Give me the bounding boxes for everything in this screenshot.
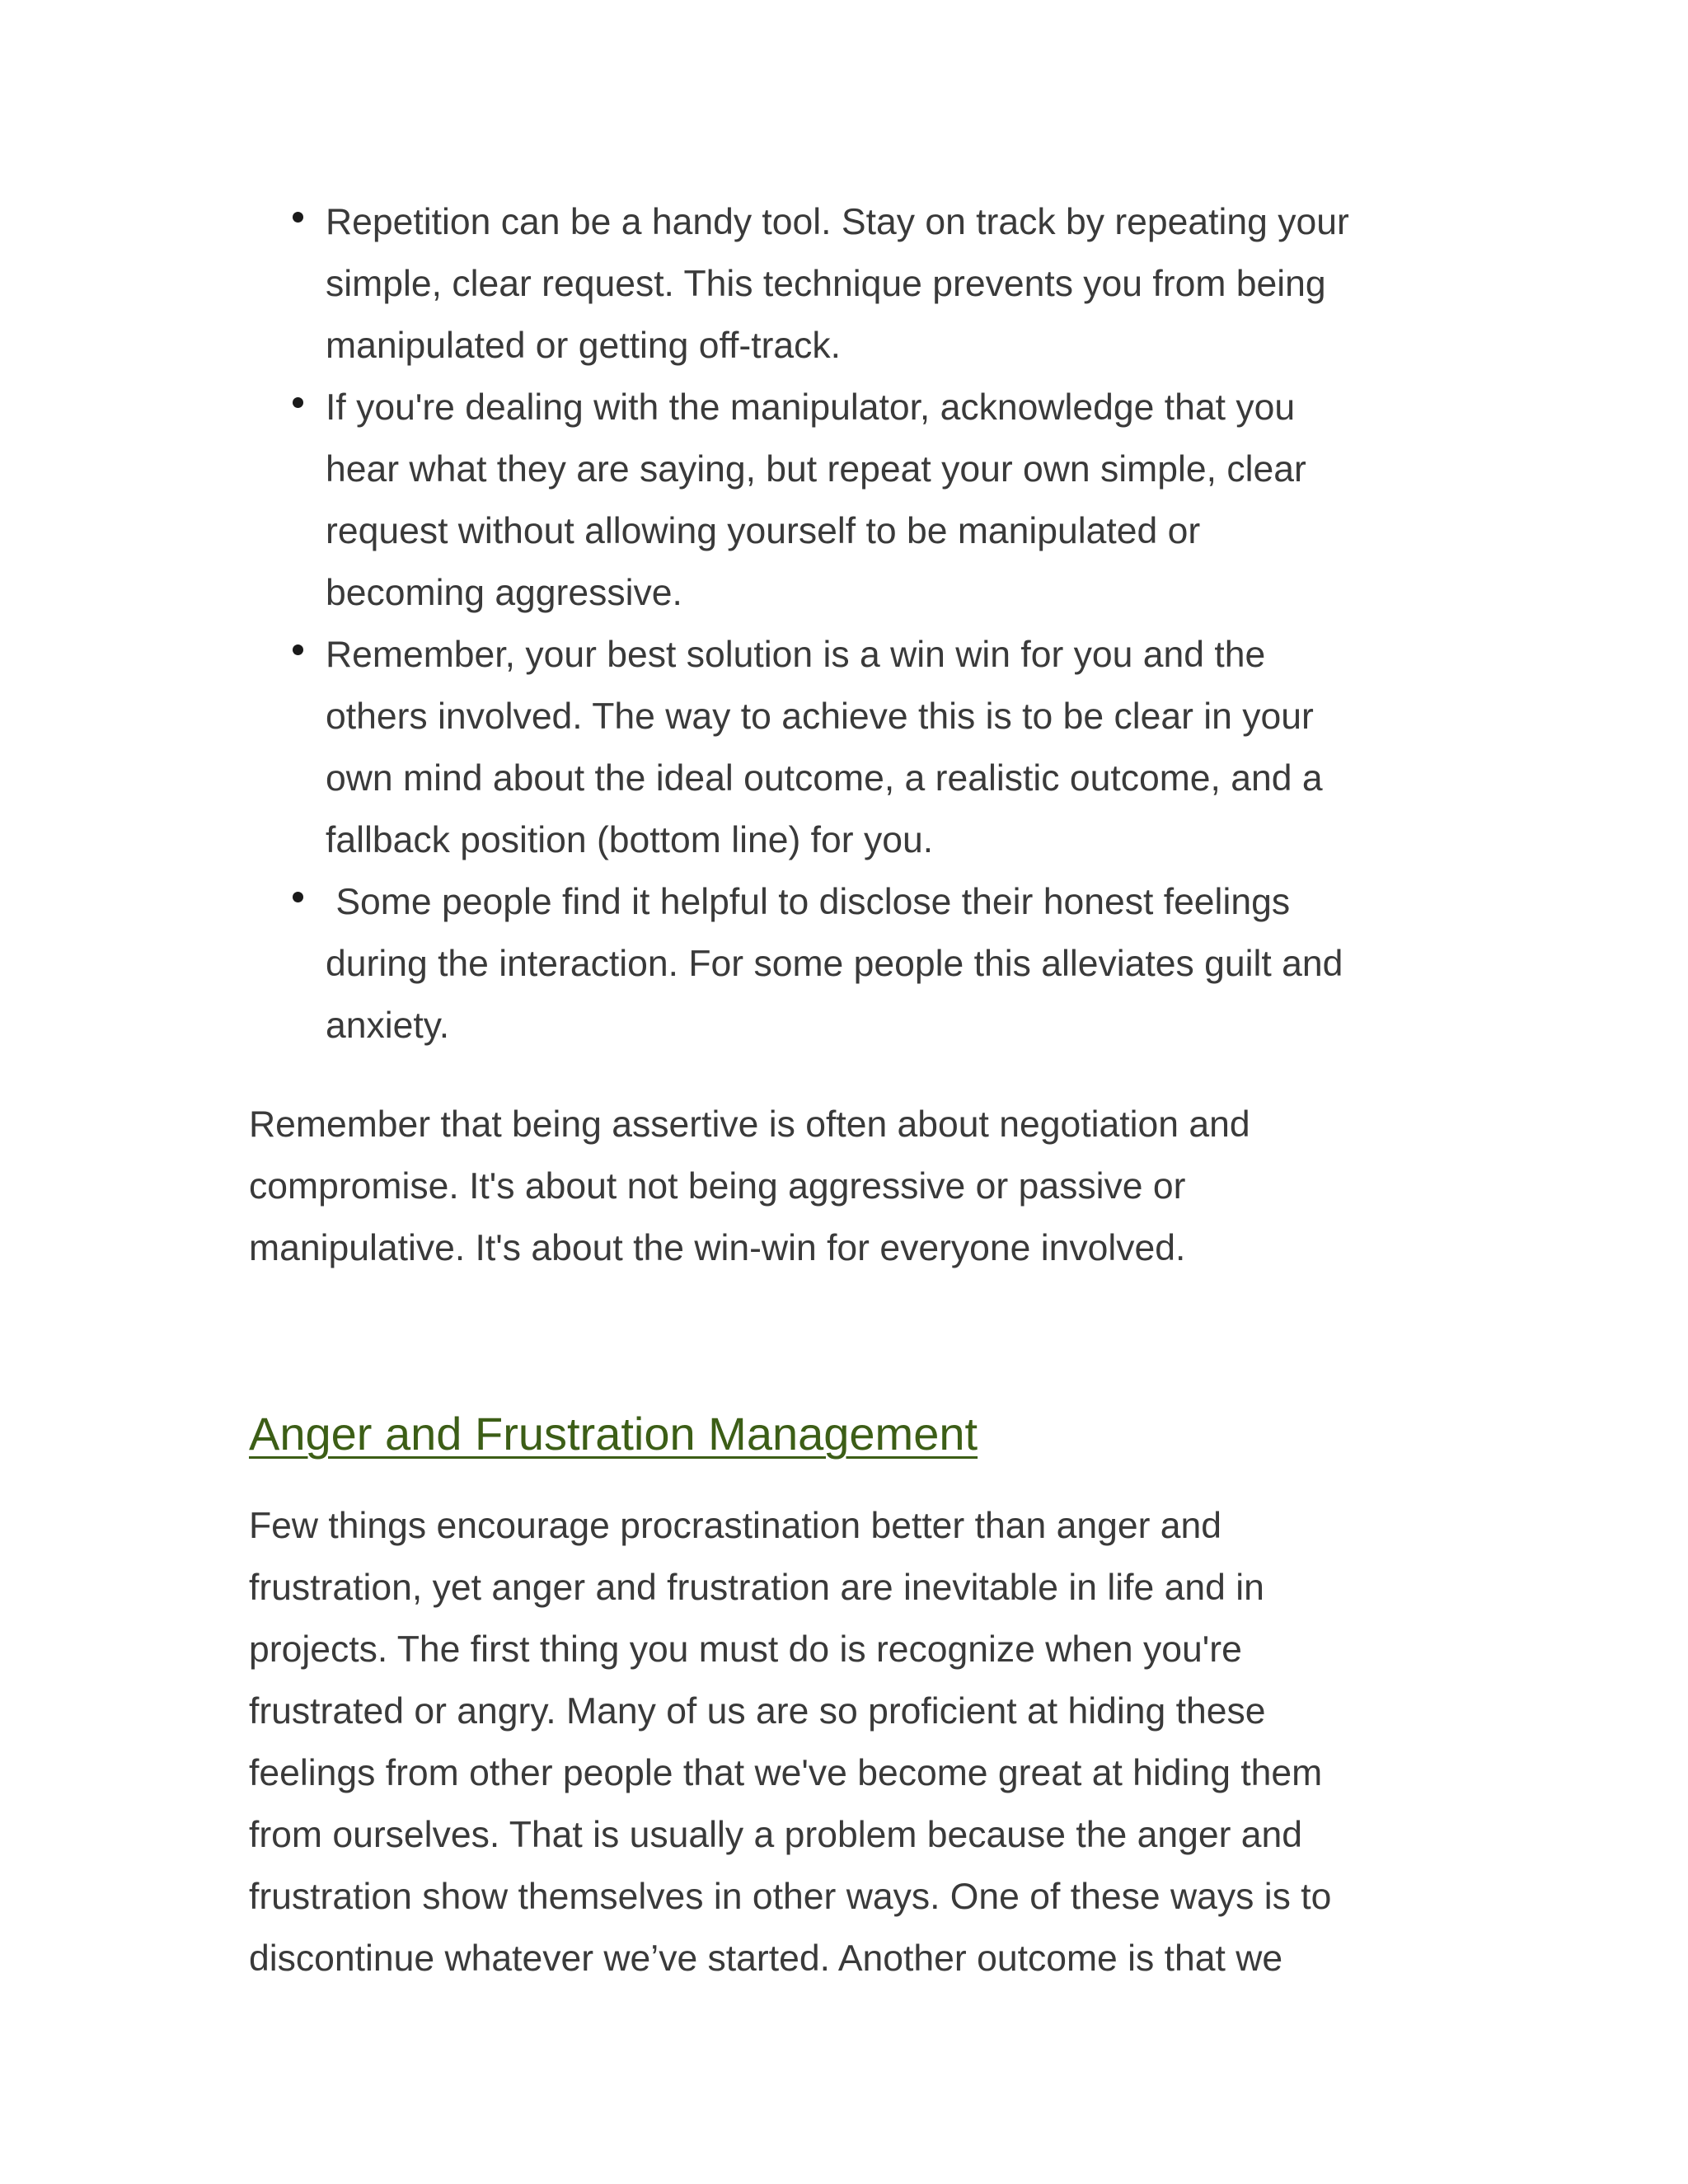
- paragraph-line: feelings from other people that we've become great at hiding them: [249, 1753, 1323, 1793]
- summary-paragraph: [249, 1094, 1485, 1279]
- bullet-text-line: Remember, your best solution is a win win for you and the: [326, 635, 1266, 675]
- bullet-text-line: Some people find it helpful to disclose their honest feelings: [326, 882, 1291, 922]
- list-item: [326, 377, 1447, 624]
- bullet-text-line: fallback position (bottom line) for you.: [326, 820, 934, 860]
- bullet-text-line: anxiety.: [326, 1005, 450, 1046]
- bullet-icon: [293, 644, 303, 655]
- paragraph-line: from ourselves. That is usually a problem because the anger and: [249, 1815, 1303, 1855]
- bullet-text-line: simple, clear request. This technique prevents you from being: [326, 264, 1326, 304]
- bullet-icon: [293, 397, 303, 408]
- paragraph-line: discontinue whatever we’ve started. Another outcome is that we: [249, 1938, 1283, 1979]
- list-item: [326, 624, 1447, 871]
- bullet-text-line: If you're dealing with the manipulator, acknowledge that you: [326, 387, 1296, 428]
- list-item: [326, 871, 1447, 1057]
- paragraph-line: Few things encourage procrastination better than anger and: [249, 1506, 1222, 1546]
- paragraph-line: frustrated or angry. Many of us are so proficient at hiding these: [249, 1691, 1266, 1732]
- bullet-text-line: own mind about the ideal outcome, a realistic outcome, and a: [326, 758, 1323, 799]
- bullet-icon: [293, 892, 303, 902]
- paragraph-line: projects. The first thing you must do is recognize when you're: [249, 1629, 1242, 1670]
- bullet-text-line: during the interaction. For some people this alleviates guilt and: [326, 944, 1343, 984]
- paragraph-line: manipulative. It's about the win-win for everyone involved.: [249, 1228, 1186, 1268]
- bullet-text-line: hear what they are saying, but repeat your own simple, clear: [326, 449, 1306, 490]
- paragraph-line: Remember that being assertive is often about negotiation and: [249, 1104, 1250, 1145]
- bullet-text-line: manipulated or getting off-track.: [326, 326, 841, 366]
- bullet-text-line: Repetition can be a handy tool. Stay on track by repeating your: [326, 202, 1349, 242]
- section-paragraph: [249, 1495, 1485, 1990]
- bullet-text-line: becoming aggressive.: [326, 573, 682, 613]
- bullet-text-line: request without allowing yourself to be manipulated or: [326, 511, 1201, 551]
- bullet-text-line: others involved. The way to achieve this is to be clear in your: [326, 696, 1314, 737]
- tips-bullet-list: [326, 191, 1447, 1057]
- list-item: [326, 191, 1447, 377]
- paragraph-line: compromise. It's about not being aggressive or passive or: [249, 1166, 1186, 1207]
- bullet-icon: [293, 212, 303, 223]
- paragraph-line: frustration, yet anger and frustration are inevitable in life and in: [249, 1568, 1264, 1608]
- paragraph-line: frustration show themselves in other ways. One of these ways is to: [249, 1877, 1332, 1917]
- section-heading-link[interactable]: Anger and Frustration Management: [249, 1408, 978, 1460]
